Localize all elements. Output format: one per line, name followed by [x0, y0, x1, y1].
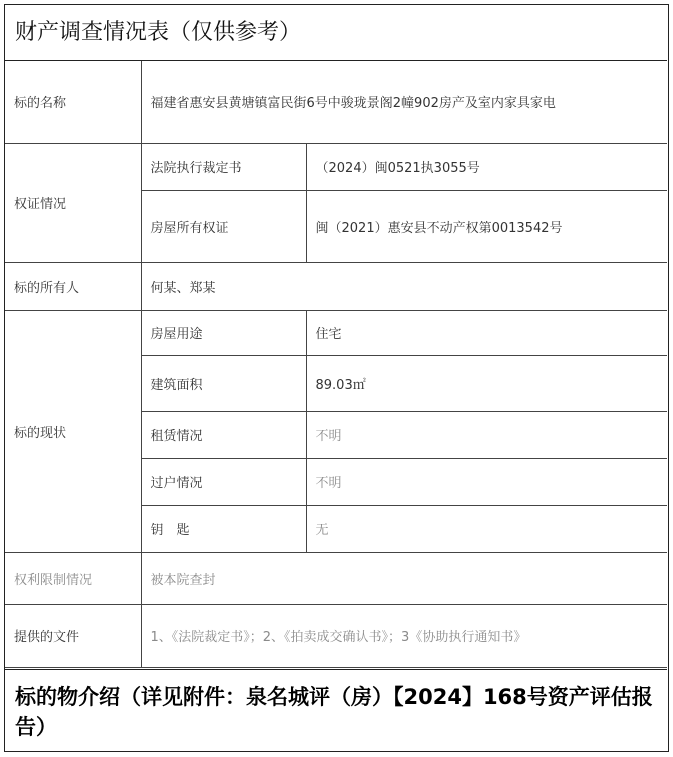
- value-court-doc: （2024）闽0521执3055号: [306, 143, 667, 190]
- label-transfer: 过户情况: [141, 458, 306, 505]
- row-owner: [5, 262, 667, 310]
- label-name: 标的名称: [5, 61, 141, 143]
- label-area: 建筑面积: [141, 355, 306, 411]
- value-name: 福建省惠安县黄塘镇富民街6号中骏珑景阁2幢902房产及室内家具家电: [141, 61, 667, 143]
- value-cert: 闽（2021）惠安县不动产权第0013542号: [306, 190, 667, 262]
- value-lease: 不明: [306, 411, 667, 458]
- label-rights: 权证情况: [5, 143, 141, 262]
- value-transfer: 不明: [306, 458, 667, 505]
- value-restriction: 被本院查封: [141, 552, 667, 604]
- label-cert: 房屋所有权证: [141, 190, 306, 262]
- value-key: 无: [306, 505, 667, 552]
- label-status: 标的现状: [5, 310, 141, 552]
- row-rights-court: [5, 143, 667, 190]
- survey-grid: [5, 61, 667, 668]
- row-restriction: [5, 552, 667, 604]
- label-lease: 租赁情况: [141, 411, 306, 458]
- property-survey-table: [4, 4, 669, 752]
- value-files: 1、《法院裁定书》；2、《拍卖成交确认书》；3《协助执行通知书》: [141, 604, 667, 667]
- value-usage: 住宅: [306, 310, 667, 355]
- label-court-doc: 法院执行裁定书: [141, 143, 306, 190]
- row-files: [5, 604, 667, 667]
- row-usage: [5, 310, 667, 355]
- label-usage: 房屋用途: [141, 310, 306, 355]
- label-key: 钥 匙: [141, 505, 306, 552]
- label-restriction: 权利限制情况: [5, 552, 141, 604]
- label-owner: 标的所有人: [5, 262, 141, 310]
- label-files: 提供的文件: [5, 604, 141, 667]
- footer-heading: 标的物介绍（详见附件：泉名城评（房）【2024】168号资产评估报告）: [5, 669, 667, 751]
- table-title: 财产调查情况表（仅供参考）: [5, 5, 667, 61]
- row-name: [5, 61, 667, 143]
- value-owner: 何某、郑某: [141, 262, 667, 310]
- value-area: 89.03㎡: [306, 355, 667, 411]
